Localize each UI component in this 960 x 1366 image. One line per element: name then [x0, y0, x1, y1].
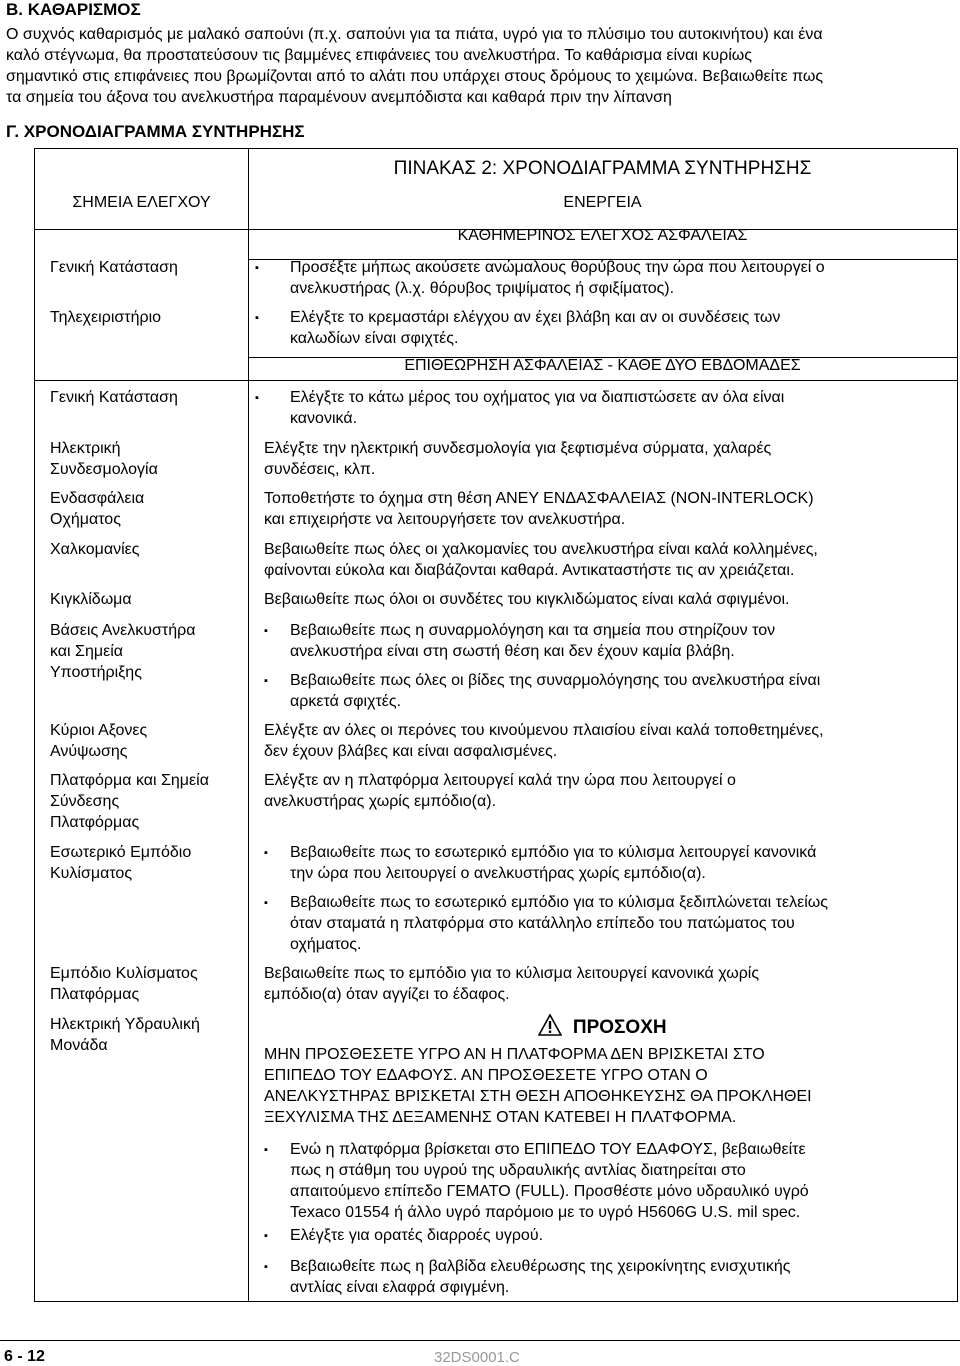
- text-line: Εμπόδιο Κυλίσματος: [50, 965, 198, 982]
- text-line: Χαλκομανίες: [50, 541, 140, 558]
- check-point: [50, 1014, 200, 1056]
- document-code: 32DS0001.C: [434, 1349, 520, 1366]
- column-divider: [248, 149, 249, 1301]
- text-line: Ηλεκτρική Υδραυλική: [50, 1016, 200, 1033]
- table-title: ΠΙΝΑΚΑΣ 2: ΧΡΟΝΟΔΙΑΓΡΑΜΜΑ ΣΥΝΤΗΡΗΣΗΣ: [393, 158, 812, 179]
- action-text: [290, 620, 775, 662]
- text-line: Ο συχνός καθαρισμός με μαλακό σαπούνι (π.χ. σαπούνι για τα πιάτα, υγρό για το πλύσιμο του αυτοκινήτου) και ένα: [6, 26, 823, 43]
- check-point: [50, 842, 191, 884]
- bullet-icon: ▪: [264, 1144, 268, 1156]
- text-line: Υποστήριξης: [50, 664, 142, 681]
- action-text: [264, 438, 771, 480]
- text-line: Ελέγξτε αν η πλατφόρμα λειτουργεί καλά την ώρα που λειτουργεί ο: [264, 772, 736, 789]
- biweekly-inspection-header: ΕΠΙΘΕΩΡΗΣΗ ΑΣΦΑΛΕΙΑΣ - ΚΑΘΕ ΔΥΟ ΕΒΔΟΜΑΔΕΣ: [404, 357, 801, 374]
- text-line: Ελέγξτε για ορατές διαρροές υγρού.: [290, 1227, 544, 1244]
- text-line: Γενική Κατάσταση: [50, 259, 178, 276]
- text-line: Γενική Κατάσταση: [50, 389, 178, 406]
- bullet-icon: ▪: [264, 675, 268, 687]
- text-line: Μονάδα: [50, 1037, 108, 1054]
- bullet-icon: ▪: [255, 392, 259, 404]
- action-text: [290, 892, 828, 955]
- warning-title: ΠΡΟΣΟΧΗ: [572, 1017, 667, 1038]
- action-text: [290, 842, 816, 884]
- text-line: και επιχειρήστε να λειτουργήσετε τον ανελκυστήρα.: [264, 511, 626, 528]
- text-line: ανελκυστήρα είναι στη σωστή θέση και δεν έχουν καμία βλάβη.: [290, 643, 735, 660]
- action-text: [290, 307, 780, 349]
- text-line: Ελέγξτε την ηλεκτρική συνδεσμολογία για ξεφτισμένα σύρματα, χαλαρές: [264, 440, 772, 457]
- text-line: Ελέγξτε αν όλες οι περόνες του κινούμενου πλαισίου είναι καλά τοποθετημένες,: [264, 722, 824, 739]
- footer-rule: [0, 1340, 960, 1341]
- warning-title-row: [248, 1014, 957, 1038]
- text-line: Βεβαιωθείτε πως η συναρμολόγηση και τα σημεία που στηρίζουν τον: [290, 622, 776, 639]
- daily-check-header: ΚΑΘΗΜΕΡΙΝΟΣ ΕΛΕΓΧΟΣ ΑΣΦΑΛΕΙΑΣ: [457, 227, 748, 244]
- action-text: [290, 1139, 809, 1223]
- text-line: Πλατφόρμα και Σημεία: [50, 772, 209, 789]
- text-line: την ώρα που λειτουργεί ο ανελκυστήρας χωρίς εμπόδιο(α).: [290, 865, 706, 882]
- bullet-icon: ▪: [255, 312, 259, 324]
- check-point: [50, 438, 158, 480]
- text-line: Κιγκλίδωμα: [50, 591, 132, 608]
- col-header-action: ΕΝΕΡΓΕΙΑ: [563, 194, 642, 211]
- page-number: 6 - 12: [4, 1348, 45, 1365]
- text-line: οχήματος.: [290, 936, 362, 953]
- text-line: εμπόδιο(α) όταν αγγίζει το έδαφος.: [264, 986, 510, 1003]
- text-line: και Σημεία: [50, 643, 123, 660]
- text-line: Βάσεις Ανελκυστήρα: [50, 622, 196, 639]
- text-line: Ενδασφάλεια: [50, 490, 145, 507]
- section-b-title: Β. ΚΑΘΑΡΙΣΜΟΣ: [6, 0, 141, 19]
- text-line: σημαντικό στις επιφάνειες που βρωμίζονται από το αλάτι που υπάρχει στους δρόμους το χειμώνα. Βεβαιωθείτε πως: [6, 68, 824, 85]
- check-point: [50, 488, 144, 530]
- check-point: [50, 770, 209, 833]
- text-line: ανελκυστήρας χωρίς εμπόδιο(α).: [264, 793, 497, 810]
- text-line: Συνδεσμολογία: [50, 461, 158, 478]
- action-text: [264, 963, 759, 1005]
- text-line: Βεβαιωθείτε πως όλες οι χαλκομανίες του ανελκυστήρα είναι καλά κολλημένες,: [264, 541, 818, 558]
- text-line: απαιτούμενο επίπεδο ΓΕΜΑΤΟ (FULL). Προσθέστε μόνο υδραυλικό υγρό: [290, 1183, 809, 1200]
- text-line: ΞΕΧΥΛΙΣΜΑ ΤΗΣ ΔΕΞΑΜΕΝΗΣ ΟΤΑΝ ΚΑΤΕΒΕΙ Η ΠΛΑΤΦΟΡΜΑ.: [264, 1109, 737, 1126]
- text-line: Προσέξτε μήπως ακούσετε ανώμαλους θορύβους την ώρα που λειτουργεί ο: [290, 259, 825, 276]
- bullet-icon: ▪: [264, 1230, 268, 1242]
- warning-text: [264, 1044, 812, 1128]
- text-line: καλό στέγνωμα, θα προστατεύσουν τις βαμμένες επιφάνειες του ανελκυστήρα. Το καθάρισμα είναι κυρίως: [6, 47, 752, 64]
- action-text: [290, 1225, 543, 1246]
- row-divider: [35, 380, 957, 381]
- bullet-icon: ▪: [264, 897, 268, 909]
- maintenance-table: [34, 148, 958, 1302]
- text-line: Τηλεχειριστήριο: [50, 309, 162, 326]
- text-line: Βεβαιωθείτε πως όλες οι βίδες της συναρμολόγησης του ανελκυστήρα είναι: [290, 672, 821, 689]
- section-c-title: Γ. ΧΡΟΝΟΔΙΑΓΡΑΜΜΑ ΣΥΝΤΗΡΗΣΗΣ: [6, 122, 305, 141]
- text-line: ΕΠΙΠΕΔΟ ΤΟΥ ΕΔΑΦΟΥΣ. ΑΝ ΠΡΟΣΘΕΣΕΤΕ ΥΓΡΟ ΟΤΑΝ Ο: [264, 1067, 708, 1084]
- action-text: [264, 720, 824, 762]
- text-line: Σύνδεσης: [50, 793, 120, 810]
- text-line: αντλίας είναι ελαφρά σφιγμένη.: [290, 1279, 510, 1296]
- text-line: ΑΝΕΛΚΥΣΤΗΡΑΣ ΒΡΙΣΚΕΤΑΙ ΣΤΗ ΘΕΣΗ ΑΠΟΘΗΚΕΥΣΗΣ ΘΑ ΠΡΟΚΛΗΘΕΙ: [264, 1088, 812, 1105]
- action-text: [264, 770, 736, 812]
- text-line: Βεβαιωθείτε πως η βαλβίδα ελευθέρωσης της χειροκίνητης ενισχυτικής: [290, 1258, 791, 1275]
- text-line: Ελέγξτε το κρεμαστάρι ελέγχου αν έχει βλάβη και αν οι συνδέσεις των: [290, 309, 781, 326]
- text-line: αρκετά σφιχτές.: [290, 693, 402, 710]
- text-line: Ενώ η πλατφόρμα βρίσκεται στο ΕΠΙΠΕΔΟ ΤΟΥ ΕΔΑΦΟΥΣ, βεβαιωθείτε: [290, 1141, 806, 1158]
- text-line: κανονικά.: [290, 410, 358, 427]
- text-line: Οχήματος: [50, 511, 121, 528]
- text-line: ΜΗΝ ΠΡΟΣΘΕΣΕΤΕ ΥΓΡΟ ΑΝ Η ΠΛΑΤΦΟΡΜΑ ΔΕΝ ΒΡΙΣΚΕΤΑΙ ΣΤΟ: [264, 1046, 765, 1063]
- text-line: πως η στάθμη του υγρού της υδραυλικής αντλίας διατηρείται στο: [290, 1162, 746, 1179]
- action-text: [264, 539, 818, 581]
- check-point: [50, 963, 198, 1005]
- text-line: Texaco 01554 ή άλλο υγρό παρόμοιο με το υγρό H5606G U.S. mil spec.: [290, 1204, 801, 1221]
- check-point: [50, 539, 140, 560]
- text-line: Τοποθετήστε το όχημα στη θέση ΑΝΕΥ ΕΝΔΑΣΦΑΛΕΙΑΣ (NON-INTERLOCK): [264, 490, 814, 507]
- action-text: [290, 1256, 790, 1298]
- section-b-text: [6, 24, 823, 108]
- text-line: όταν σταματά η πλατφόρμα στο κατάλληλο επίπεδο του πατώματος του: [290, 915, 795, 932]
- text-line: Ελέγξτε το κάτω μέρος του οχήματος για να διαπιστώσετε αν όλα είναι: [290, 389, 785, 406]
- text-line: συνδέσεις, κλπ.: [264, 461, 376, 478]
- bullet-icon: ▪: [264, 1261, 268, 1273]
- text-line: Ηλεκτρική: [50, 440, 121, 457]
- text-line: Πλατφόρμας: [50, 986, 140, 1003]
- text-line: Βεβαιωθείτε πως το εσωτερικό εμπόδιο για το κύλισμα λειτουργεί κανονικά: [290, 844, 817, 861]
- text-line: τα σημεία του άξονα του ανελκυστήρα παραμένουν ανεμπόδιστα και καθαρά πριν την λίπανση: [6, 89, 672, 106]
- check-point: [50, 257, 178, 278]
- text-line: δεν έχουν βλάβες και είναι ασφαλισμένες.: [264, 743, 558, 760]
- check-point: [50, 620, 195, 683]
- text-line: Ανύψωσης: [50, 743, 128, 760]
- action-text: [290, 670, 820, 712]
- text-line: ανελκυστήρας (λ.χ. θόρυβος τριψίματος ή σφιξίματος).: [290, 280, 675, 297]
- col-header-check-points: ΣΗΜΕΙΑ ΕΛΕΓΧΟΥ: [72, 194, 211, 211]
- text-line: Κύριοι Αξονες: [50, 722, 148, 739]
- action-text: [264, 589, 789, 610]
- text-line: καλωδίων είναι σφιχτές.: [290, 330, 459, 347]
- text-line: Βεβαιωθείτε πως το εμπόδιο για το κύλισμα λειτουργεί κανονικά χωρίς: [264, 965, 760, 982]
- text-line: Κυλίσματος: [50, 865, 133, 882]
- bullet-icon: ▪: [264, 847, 268, 859]
- check-point: [50, 589, 132, 610]
- bullet-icon: ▪: [255, 262, 259, 274]
- text-line: Πλατφόρμας: [50, 814, 140, 831]
- text-line: φαίνονται εύκολα και διαβάζονται καθαρά. Αντικαταστήστε τις αν χρειάζεται.: [264, 562, 795, 579]
- action-text: [264, 488, 814, 530]
- action-text: [290, 387, 784, 429]
- text-line: Βεβαιωθείτε πως όλοι οι συνδέτες του κιγκλιδώματος είναι καλά σφιγμένοι.: [264, 591, 790, 608]
- check-point: [50, 387, 178, 408]
- bullet-icon: ▪: [264, 625, 268, 637]
- action-text: [290, 257, 825, 299]
- warning-triangle-icon: [538, 1014, 562, 1036]
- text-line: Εσωτερικό Εμπόδιο: [50, 844, 192, 861]
- check-point: [50, 307, 161, 328]
- check-point: [50, 720, 147, 762]
- text-line: Βεβαιωθείτε πως το εσωτερικό εμπόδιο για το κύλισμα ξεδιπλώνεται τελείως: [290, 894, 828, 911]
